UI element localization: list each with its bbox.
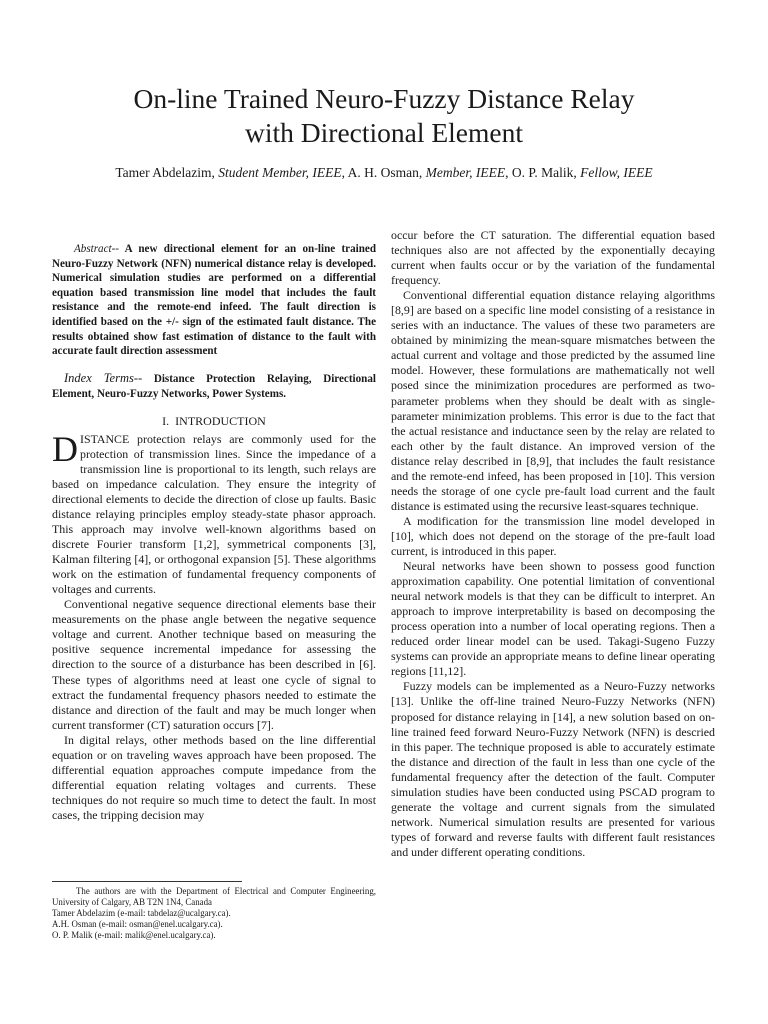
intro-first-word: ISTANCE (80, 431, 130, 446)
abstract-text: A new directional element for an on-line trained Neuro-Fuzzy Network (NFN) numerical distance relay is developed. Numerical simulation studies are performed on a differential equation based transmission line model that includes the fault resistance and the remote-end infeed. The fault direction is identified based on the +/- sign of the estimated fault distance. The results obtained show fast estimation of distance to the fault with accurate fault direction assessment (52, 243, 376, 358)
paper-title (60, 82, 708, 150)
author-line (40, 164, 728, 181)
author-1-role: Student Member, IEEE (218, 165, 342, 180)
section-title-first: I (175, 413, 180, 428)
author-3-role: Fellow, IEEE (580, 165, 653, 180)
right-paragraph-4: Neural networks have been shown to possess good function approximation capability. One potential limitation of conventional neural network models is that they can be difficult to interpret. An approach to improve interpretability is based on decomposing the process operation into a number of local operating regions. Then a reduced order linear model can be used. Takagi-Sugeno Fuzzy systems can provide an appropriate means to define linear operating regions [11,12]. (391, 559, 715, 679)
right-paragraph-3: A modification for the transmission line model developed in [10], which does not depend on the storage of the pre-fault load current, is introduced in this paper. (391, 513, 715, 558)
intro-paragraph-1-text: protection relays are commonly used for the protection of transmission lines. Since the impedance of a transmission line is proportional to its length, such relays are based on impedance calculation. They ensure the integrity of directional elements to decide the direction of close up faults. Basic distance relaying principles employ steady-state phasor approach. This approach may involve well-known algorithms based on discrete Fourier transform [1,2], symmetrical components [3], Kalman filtering [4], or orthogonal expansion [5]. These algorithms work on the estimation of fundamental frequency components of voltages and currents. (52, 431, 376, 597)
author-3-name: , O. P. Malik, (505, 165, 581, 180)
index-terms-text: Distance Protection Relaying, Directional Element, Neuro-Fuzzy Networks, Power Systems. (52, 372, 376, 400)
right-paragraph-1: occur before the CT saturation. The differential equation based techniques also are not affected by the exponentially decaying current when faults occur or by the variation of the fundamental frequency. (391, 228, 715, 288)
footnote-email-3: O. P. Malik (e-mail: malik@enel.ucalgary.ca). (52, 930, 216, 941)
section-title-rest: NTRODUCTION (179, 413, 266, 428)
right-column (391, 228, 715, 860)
title-line-2: with Directional Element (245, 117, 523, 148)
intro-paragraph-2: Conventional negative sequence directional elements base their measurements on the phase angle between the negative sequence voltage and current. Another technique based on measuring the positive sequence incremental impedance for assessing the direction to the source of a disturbance has been described in [6]. These types of algorithms need at least one cycle of signal to extract the fundamental frequency phasors needed to estimate the distance and direction of the fault and may be much longer when current transformer (CT) saturation occurs [7]. (52, 597, 376, 732)
right-paragraph-2: Conventional differential equation distance relaying algorithms [8,9] are based on a specific line model consisting of a resistance in series with an inductance. The values of these two parameters are obtained by minimizing the mean-square mismatches between the actual current and voltage and those predicted by the assumed line model. However, these formulations are mathematically not well posed since the minimization procedures are performed as two-parameter problems when they should be dealt with as single-parameter minimization problems. This error is due to the fact that the actual resistance and inductance seen by the relay are related to each other by the fault distance. An improved version of the distance relay described in [8,9], that includes the fault resistance and the remote-end infeed, has been proposed in [10]. This version needs the storage of one cycle pre-fault load current and the fault distance is estimated using the recursive least-squares technique. (391, 288, 715, 513)
footnote-rule (52, 881, 242, 882)
index-terms-label: Index Terms-- (64, 370, 143, 385)
index-terms (52, 371, 376, 402)
abstract (52, 242, 376, 359)
author-1-name: Tamer Abdelazim, (115, 165, 219, 180)
section-number: I. (162, 413, 170, 428)
intro-paragraph-1 (52, 428, 376, 598)
abstract-label: Abstract-- (74, 243, 119, 255)
footnote-affiliation: The authors are with the Department of Electrical and Computer Engineering, University of Calgary, AB T2N 1N4, Canada (52, 886, 376, 908)
author-2-role: Member, IEEE (425, 165, 506, 180)
intro-paragraph-3: In digital relays, other methods based on the line differential equation or on traveling waves approach have been proposed. The differential equation approaches compute impedance from the differential equation relating voltages and currents. These techniques do not require so much time to detect the fault. In most cases, the tripping decision may (52, 732, 376, 822)
right-paragraph-5: Fuzzy models can be implemented as a Neuro-Fuzzy networks [13]. Unlike the off-line trained Neuro-Fuzzy Networks (NFN) proposed for distance relaying in [14], a new solution based on on-line trained feed forward Neuro-Fuzzy Network (NFN) is descried in this paper. The technique proposed is able to accurately estimate the distance and direction of the fault in less than one cycle of the fundamental frequency after the detection of the fault. Computer simulation studies have been conducted using PSCAD program to generate the voltage and current signals from the simulated network. Numerical simulation results are presented for various types of forward and reverse faults with different fault resistances and under different operating conditions. (391, 679, 715, 859)
section-heading-introduction (52, 414, 376, 429)
title-line-1: On-line Trained Neuro-Fuzzy Distance Relay (133, 83, 635, 114)
drop-cap: D (52, 428, 78, 469)
footnote-email-2: A.H. Osman (e-mail: osman@enel.ucalgary.ca). (52, 919, 223, 930)
left-column (52, 242, 376, 823)
footnote-email-1: Tamer Abdelazim (e-mail: tabdelaz@ucalgary.ca). (52, 908, 231, 919)
author-2-name: , A. H. Osman, (341, 165, 426, 180)
footnote (52, 886, 376, 941)
